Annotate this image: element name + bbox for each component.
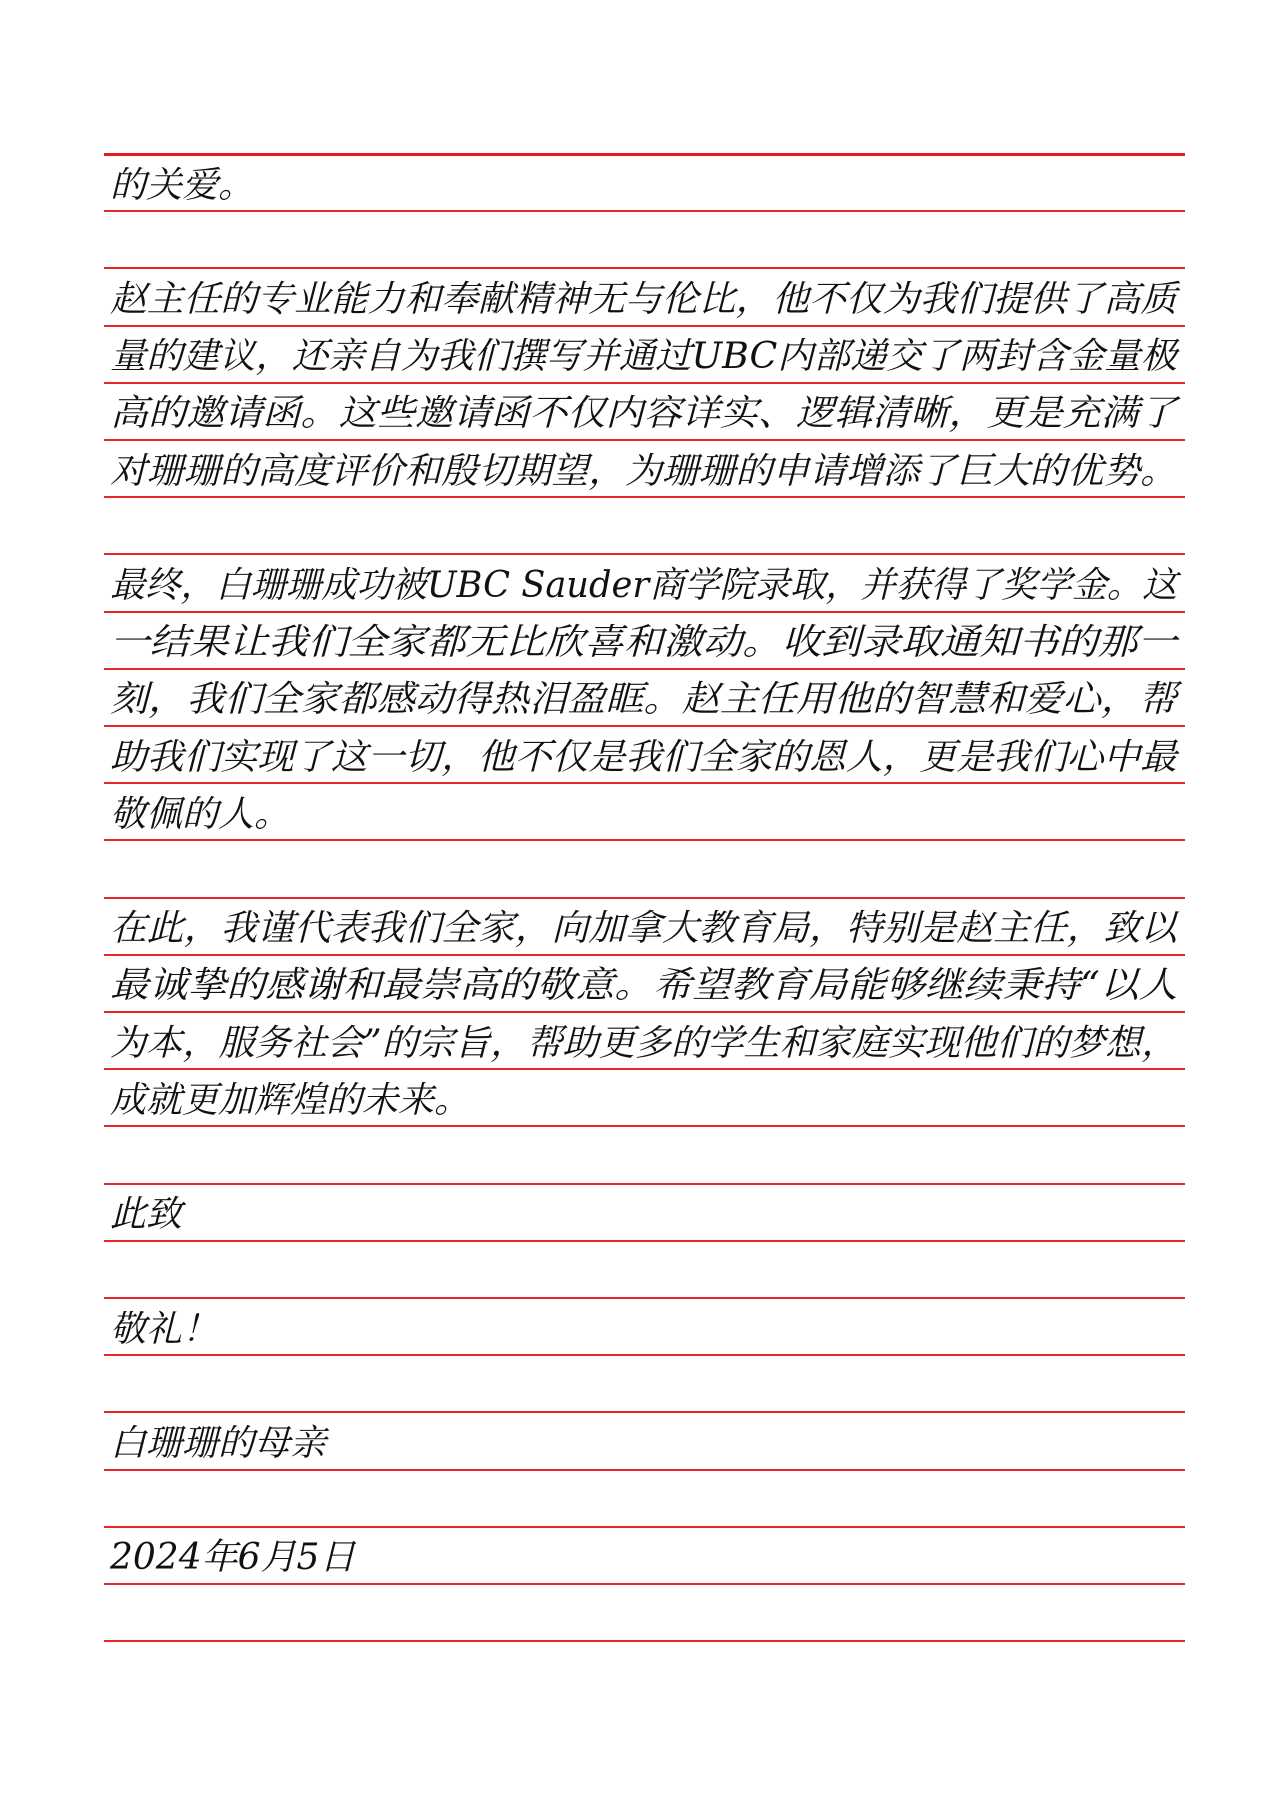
ruled-line	[104, 1411, 1185, 1413]
ruled-line	[104, 1469, 1185, 1471]
letter-line: 在此，我谨代表我们全家，向加拿大教育局，特别是赵主任，致以	[110, 908, 1177, 949]
ruled-line	[104, 668, 1185, 670]
ruled-line	[104, 325, 1185, 327]
ruled-line	[104, 1068, 1185, 1070]
ruled-line	[104, 496, 1185, 498]
letter-line: 赵主任的专业能力和奉献精神无与伦比，他不仅为我们提供了高质	[110, 279, 1177, 320]
ruled-line	[104, 725, 1185, 727]
ruled-line	[104, 210, 1185, 212]
ruled-line	[104, 1526, 1185, 1528]
letter-line: 高的邀请函。这些邀请函不仅内容详实、逻辑清晰，更是充满了	[110, 393, 1177, 434]
letter-line: 此致	[110, 1194, 183, 1235]
letter-line: 敬佩的人。	[110, 794, 291, 835]
ruled-line	[104, 1240, 1185, 1242]
ruled-line	[104, 1640, 1185, 1642]
ruled-line	[104, 782, 1185, 784]
ruled-line	[104, 839, 1185, 841]
ruled-line	[104, 611, 1185, 613]
letter-line: 量的建议，还亲自为我们撰写并通过UBC内部递交了两封含金量极	[110, 336, 1178, 377]
letter-line: 为本，服务社会”的宗旨，帮助更多的学生和家庭实现他们的梦想，	[110, 1023, 1178, 1064]
top-margin-line	[104, 153, 1185, 156]
ruled-line	[104, 1354, 1185, 1356]
ruled-line	[104, 1297, 1185, 1299]
letter-line: 最诚挚的感谢和最崇高的敬意。希望教育局能够继续秉持“以人	[110, 965, 1178, 1006]
ruled-line	[104, 1125, 1185, 1127]
ruled-line	[104, 1183, 1185, 1185]
letter-line: 对珊珊的高度评价和殷切期望，为珊珊的申请增添了巨大的优势。	[110, 451, 1177, 492]
ruled-line	[104, 1583, 1185, 1585]
letter-line: 2024年6月5日	[110, 1537, 356, 1578]
ruled-line	[104, 897, 1185, 899]
letter-line: 的关爱。	[110, 165, 255, 206]
letter-line: 刻，我们全家都感动得热泪盈眶。赵主任用他的智慧和爱心，帮	[110, 679, 1177, 720]
ruled-line	[104, 553, 1185, 555]
ruled-line	[104, 1011, 1185, 1013]
ruled-line	[104, 267, 1185, 269]
ruled-line	[104, 439, 1185, 441]
ruled-line	[104, 382, 1185, 384]
letter-line: 成就更加辉煌的未来。	[110, 1080, 471, 1121]
ruled-line	[104, 954, 1185, 956]
letter-line: 助我们实现了这一切，他不仅是我们全家的恩人，更是我们心中最	[110, 737, 1177, 778]
letter-line: 敬礼！	[110, 1309, 219, 1350]
letter-line: 白珊珊的母亲	[110, 1423, 327, 1464]
letter-line: 一结果让我们全家都无比欣喜和激动。收到录取通知书的那一	[110, 622, 1177, 663]
letter-line: 最终，白珊珊成功被UBC Sauder商学院录取，并获得了奖学金。这	[110, 565, 1178, 606]
